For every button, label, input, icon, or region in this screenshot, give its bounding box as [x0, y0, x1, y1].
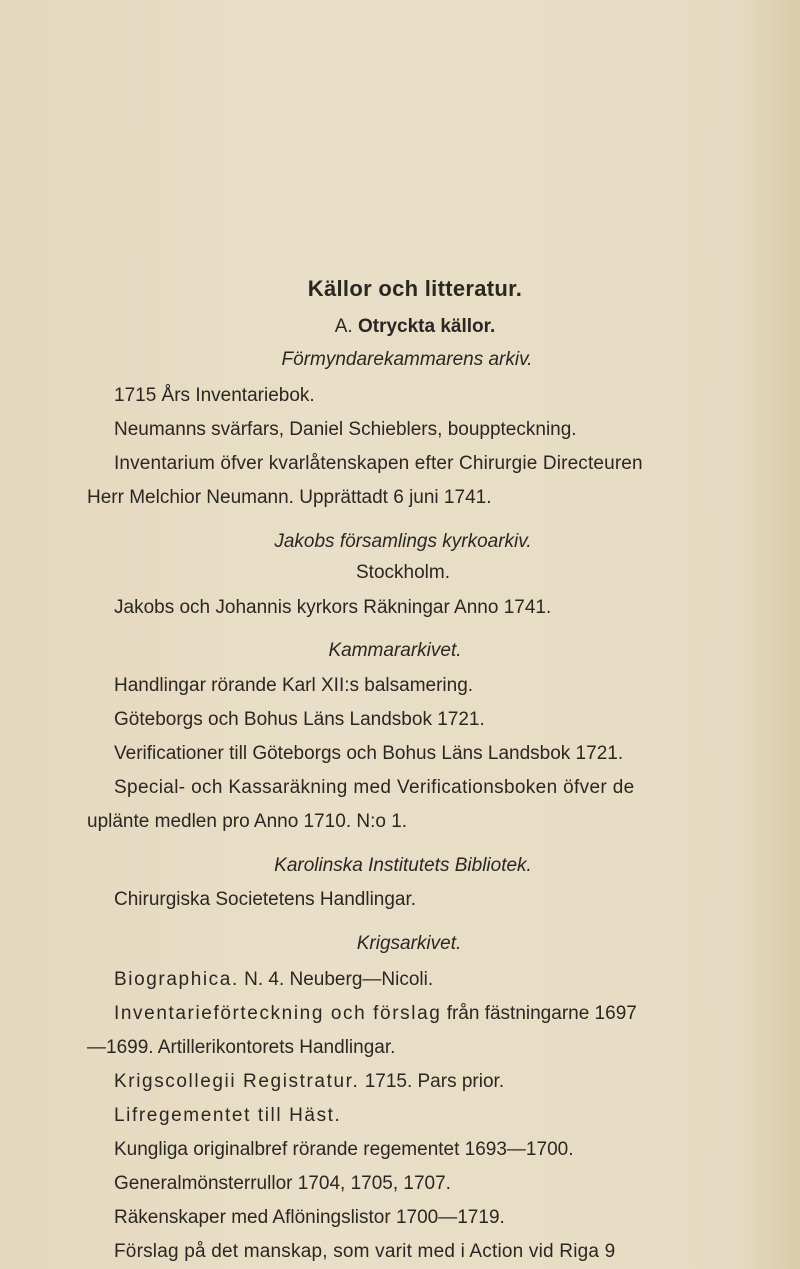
page-title: Källor och litteratur.: [307, 276, 523, 301]
section-title: Otryckta källor.: [357, 316, 496, 337]
archive-heading: Krigsarkivet.: [356, 933, 462, 954]
list-item: Special- och Kassaräkning med Verificationsboken öfver de: [114, 777, 635, 798]
list-item: Inventarium öfver kvarlåtenskapen efter Chirurgie Directeuren: [114, 453, 643, 474]
list-item: —1699. Artillerikontorets Handlingar.: [87, 1037, 396, 1058]
list-item: Generalmönsterrullor 1704, 1705, 1707.: [114, 1173, 451, 1194]
entry-label: Krigscollegii Registratur.: [114, 1071, 360, 1092]
list-item: Chirurgiska Societetens Handlingar.: [114, 889, 417, 910]
entry-text: från fästningarne 1697: [446, 1003, 637, 1024]
archive-heading: Kammararkivet.: [328, 640, 462, 661]
list-item: Neumanns svärfars, Daniel Schieblers, bouppteckning.: [114, 419, 577, 440]
section-heading: [0, 316, 800, 338]
entry-text: N. 4. Neuberg—Nicoli.: [244, 969, 434, 990]
list-item: Kungliga originalbref rörande regementet 1693—1700.: [114, 1139, 574, 1160]
archive-heading: Jakobs församlings kyrkoarkiv.: [274, 531, 532, 552]
list-item: 1715 Års Inventariebok.: [114, 385, 315, 406]
archive-heading: Karolinska Institutets Bibliotek.: [274, 855, 532, 876]
list-item: Verificationer till Göteborgs och Bohus Läns Landsbok 1721.: [114, 743, 624, 764]
section-letter: A.: [334, 316, 353, 337]
entry-text: 1715. Pars prior.: [364, 1071, 505, 1092]
list-item: Handlingar rörande Karl XII:s balsamering.: [114, 675, 474, 696]
list-item: [114, 1003, 637, 1025]
entry-label: Biographica.: [114, 969, 239, 990]
archive-heading: Förmyndarekammarens arkiv.: [281, 349, 533, 370]
list-item: Förslag på det manskap, som varit med i Action vid Riga 9: [114, 1241, 616, 1262]
list-item: [114, 1071, 504, 1093]
list-item: Jakobs och Johannis kyrkors Räkningar Anno 1741.: [114, 597, 552, 618]
list-item: Räkenskaper med Aflöningslistor 1700—1719.: [114, 1207, 505, 1228]
list-item: uplänte medlen pro Anno 1710. N:o 1.: [87, 811, 408, 832]
list-item: Herr Melchior Neumann. Upprättadt 6 juni 1741.: [87, 487, 492, 508]
list-item: Lifregementet till Häst.: [114, 1105, 342, 1126]
archive-place: Stockholm.: [356, 562, 450, 583]
list-item: Göteborgs och Bohus Läns Landsbok 1721.: [114, 709, 485, 730]
entry-label: Inventarieförteckning och förslag: [114, 1003, 442, 1024]
list-item: [114, 969, 433, 991]
